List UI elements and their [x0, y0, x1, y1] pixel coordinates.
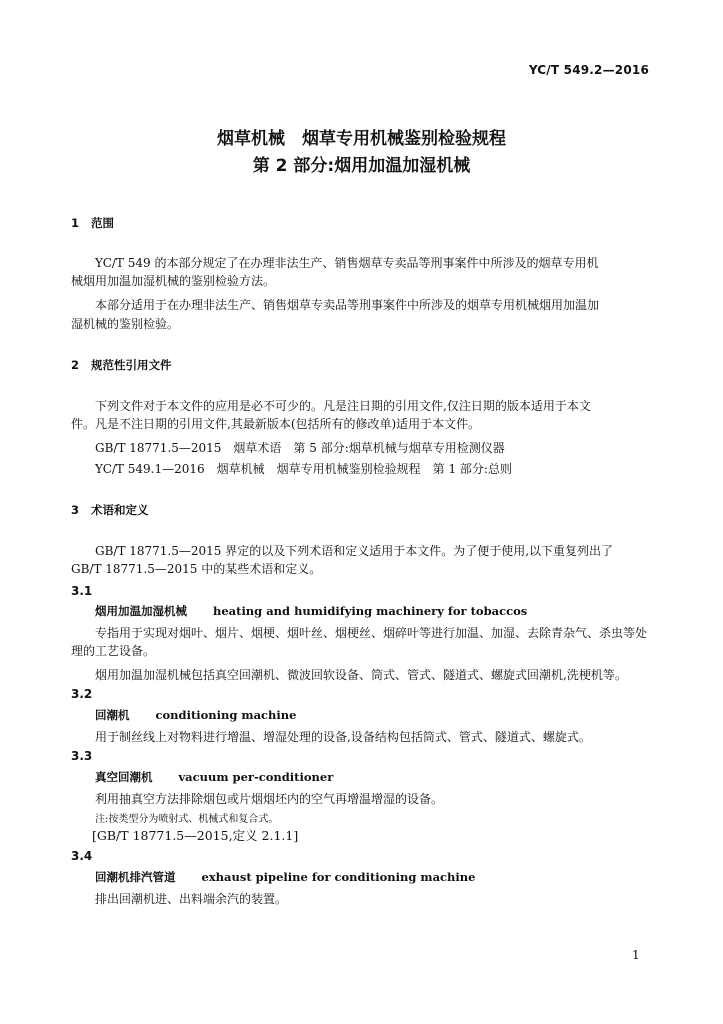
section-heading-scope: [71, 215, 114, 231]
term-heading: [95, 707, 296, 723]
document-title-line-1: 烟草机械 烟草专用机械鉴别检验规程: [217, 129, 506, 149]
term-definition-line-1: 用于制丝线上对物料进行增温、增湿处理的设备,设备结构包括筒式、管式、隧道式、螺旋式。: [95, 730, 591, 744]
term-definition-line-2: 理的工艺设备。: [71, 644, 156, 658]
section-title: 术语和定义: [91, 503, 149, 517]
term-definition-line-1: 排出回潮机进、出料端余汽的装置。: [95, 892, 288, 906]
standard-code: YC/T 549.2—2016: [528, 63, 649, 77]
normative-paragraph-line-2: 件。凡是不注日期的引用文件,其最新版本(包括所有的修改单)适用于本文件。: [71, 417, 481, 431]
scope-paragraph-2-line-2: 湿机械的鉴别检验。: [71, 317, 180, 331]
page-number: 1: [632, 948, 640, 962]
term-heading: [95, 869, 475, 885]
normative-paragraph-line-1: 下列文件对于本文件的应用是必不可少的。凡是注日期的引用文件,仅注日期的版本适用于本文: [95, 399, 591, 413]
term-definition-line-1: 利用抽真空方法排除烟包或片烟烟坯内的空气再增温增湿的设备。: [95, 792, 444, 806]
term-english: heating and humidifying machinery for tobaccos: [213, 604, 528, 618]
terms-intro-line-1: GB/T 18771.5—2015 界定的以及下列术语和定义适用于本文件。为了便于使用,以下重复列出了: [95, 544, 614, 558]
term-chinese: 真空回潮机: [95, 770, 153, 784]
scope-paragraph-1-line-2: 械烟用加温加湿机械的鉴别检验方法。: [71, 274, 276, 288]
term-definition-extra: 烟用加温加湿机械包括真空回潮机、微波回软设备、筒式、管式、隧道式、螺旋式回潮机,洗梗机等。: [95, 668, 627, 682]
document-title-line-2: 第 2 部分:烟用加温加湿机械: [252, 156, 471, 176]
clause-number: 3.2: [71, 687, 93, 701]
section-number: 2: [71, 358, 80, 372]
section-title: 规范性引用文件: [91, 358, 172, 372]
term-english: conditioning machine: [155, 708, 297, 722]
section-heading-normative-references: [71, 357, 172, 373]
term-chinese: 回潮机排汽管道: [95, 870, 176, 884]
term-heading: [95, 769, 333, 785]
section-number: 3: [71, 503, 80, 517]
term-note: 注:按类型分为喷射式、机械式和复合式。: [95, 814, 279, 825]
term-chinese: 回潮机: [95, 708, 130, 722]
section-heading-terms-and-definitions: [71, 502, 149, 518]
term-definition-line-1: 专指用于实现对烟叶、烟片、烟梗、烟叶丝、烟梗丝、烟碎叶等进行加温、加湿、去除青杂气、杀虫等处: [95, 626, 648, 640]
scope-paragraph-1-line-1: YC/T 549 的本部分规定了在办理非法生产、销售烟草专卖品等刑事案件中所涉及的烟草专用机: [95, 256, 599, 270]
term-heading: [95, 603, 527, 619]
clause-number: 3.4: [71, 849, 93, 863]
term-english: exhaust pipeline for conditioning machine: [201, 870, 476, 884]
terms-intro-line-2: GB/T 18771.5—2015 中的某些术语和定义。: [71, 562, 322, 576]
clause-number: 3.1: [71, 584, 93, 598]
scope-paragraph-2-line-1: 本部分适用于在办理非法生产、销售烟草专卖品等刑事案件中所涉及的烟草专用机械烟用加温加: [95, 298, 600, 312]
term-english: vacuum per-conditioner: [178, 770, 334, 784]
term-chinese: 烟用加温加湿机械: [95, 604, 187, 618]
term-source-reference: [GB/T 18771.5—2015,定义 2.1.1]: [92, 828, 299, 843]
section-number: 1: [71, 216, 80, 230]
normative-reference-1: GB/T 18771.5—2015 烟草术语 第 5 部分:烟草机械与烟草专用检测仪器: [95, 441, 505, 455]
clause-number: 3.3: [71, 749, 93, 763]
normative-reference-2: YC/T 549.1—2016 烟草机械 烟草专用机械鉴别检验规程 第 1 部分:总则: [95, 462, 512, 476]
section-title: 范围: [91, 216, 114, 230]
